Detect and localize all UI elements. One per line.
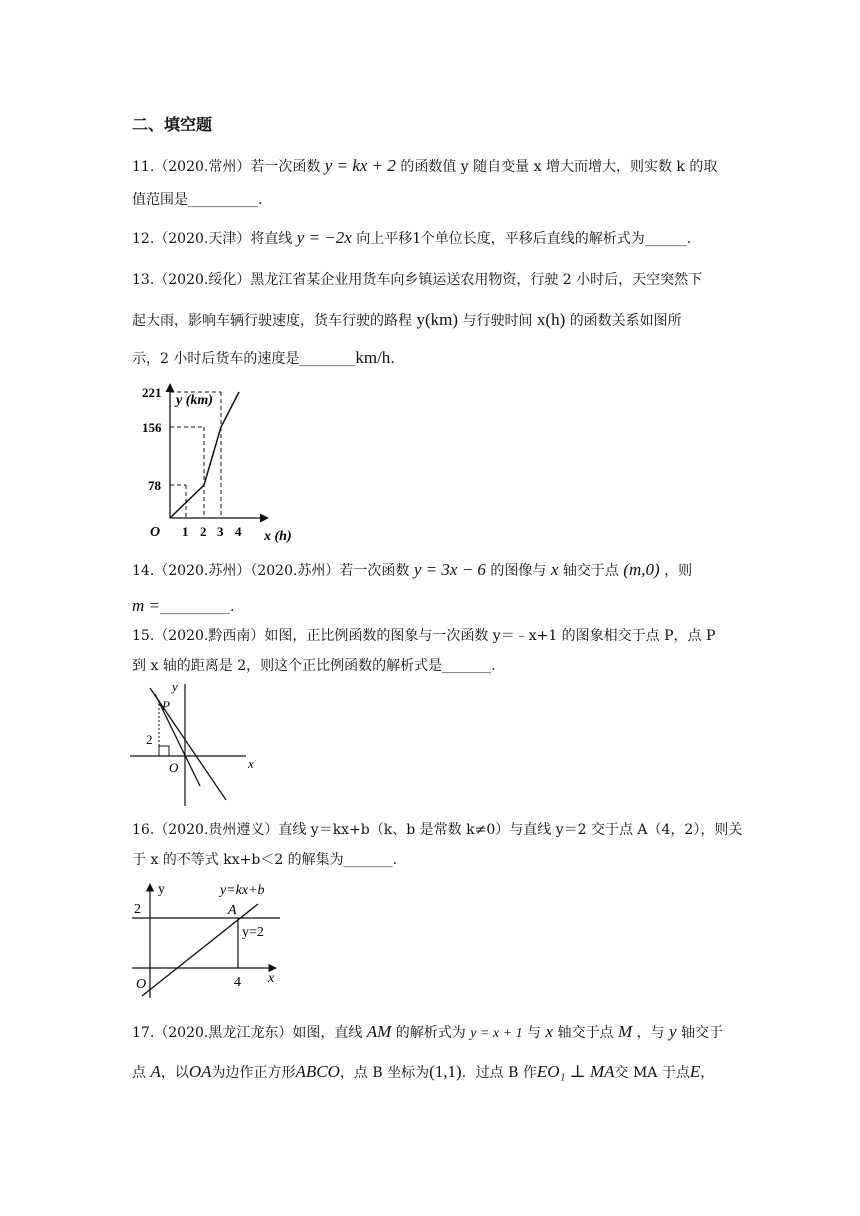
q17-y: y (669, 1022, 677, 1041)
q11-line-2: 值范围是__________. (132, 192, 263, 208)
q16-y-tick-2: 2 (134, 902, 141, 917)
q14-text-b: 的图像与 (490, 563, 547, 579)
q17-text-b: 的解析式为 (395, 1025, 466, 1041)
q16-line-label: y=kx+b (220, 883, 265, 898)
q16-line-2: 于 x 的不等式 kx+b＜2 的解集为_______. (132, 852, 398, 868)
q16-point-a: A (228, 903, 237, 918)
q17-text-h: ，以 (160, 1065, 189, 1081)
q13-origin: O (150, 525, 161, 540)
q14-x: x (550, 560, 559, 579)
q13-line-1: 13.（2020.绥化）黑龙江省某企业用货车向乡镇运送农用物资，行驶 2 小时后，天空突然下 (132, 272, 703, 288)
q15-y-label: y (172, 679, 178, 694)
q15-x-label: x (248, 756, 254, 771)
q17-am: AM (366, 1022, 392, 1041)
q17-text-d: 轴交于点 (557, 1025, 614, 1041)
q17-text-i: 为边作正方形 (211, 1065, 296, 1081)
q17-b-coord: (1,1) (429, 1062, 462, 1081)
q16-line-1: 16.（2020.贵州遵义）直线 y＝kx+b（k、b 是常数 k≠0）与直线 y＝2 交于点 A（4，2），则关 (132, 822, 743, 838)
q13-x-tick-3: 3 (217, 524, 224, 539)
q14-m: m = (132, 596, 160, 615)
q13-text-a: 起大雨，影响车辆行驶速度，货车行驶的路程 (132, 313, 412, 329)
q14-text-d: ，则 (664, 563, 693, 579)
q16-x-label: x (268, 971, 275, 986)
q16-y2-label: y=2 (242, 925, 264, 940)
section-heading: 二、填空题 (132, 115, 213, 134)
q13-x-tick-1: 1 (182, 524, 189, 539)
q17-m: M (617, 1022, 633, 1041)
q17-formula: y = x + 1 (470, 1026, 523, 1041)
q11-text-a: 11.（2020.常州）若一次函数 (132, 159, 321, 175)
q15-graph (128, 676, 268, 811)
q17-text-f: 轴交于 (681, 1025, 724, 1041)
q12-formula: y = −2x (296, 228, 352, 247)
q16-graph (128, 874, 288, 1004)
q12-text-a: 12.（2020.天津）将直线 (132, 231, 293, 247)
q13-line-3 (132, 348, 395, 369)
q16-x-tick-4: 4 (234, 975, 241, 990)
q13-text-d: 示，2 小时后货车的速度是________ (132, 351, 356, 367)
q13-x-tick-2: 2 (200, 524, 207, 539)
q13-formula-x: x(h) (536, 310, 566, 329)
q11-text-b: 的函数值 y 随自变量 x 增大而增大，则实数 k 的取 (400, 159, 718, 175)
q17-e: E (689, 1062, 701, 1081)
q16-origin: O (136, 977, 147, 992)
q17-text-l: 交 MA 于点 (614, 1065, 690, 1081)
q12-text-c: 个单位长度，平移后直线的解析式为______. (420, 231, 692, 247)
q17-line-2 (132, 1062, 714, 1083)
q17-text-j: ，点 B 坐标为 (339, 1065, 430, 1081)
q13-y-tick-221: 221 (142, 385, 162, 400)
q13-text-e: . (390, 351, 395, 367)
q15-line-2: 到 x 轴的距离是 2，则这个正比例函数的解析式是_______. (132, 658, 496, 674)
q12-line (132, 228, 691, 249)
q15-distance-label: 2 (146, 732, 153, 747)
q17-abco: ABCO (295, 1062, 340, 1081)
q17-text-m: ， (700, 1065, 715, 1081)
q16-y-label: y (158, 882, 165, 897)
q17-text-k: ．过点 B 作 (461, 1065, 537, 1081)
q13-formula-y: y(km) (416, 310, 458, 329)
q17-text-e: ，与 (636, 1025, 665, 1041)
right-angle-mark (159, 746, 169, 756)
q17-line-1 (132, 1022, 723, 1044)
q11-formula: y = kx + 2 (324, 156, 396, 175)
q17-text-g: 点 (132, 1065, 146, 1081)
q14-text-a: 14.（2020.苏州）（2020.苏州）若一次函数 (132, 563, 410, 579)
q14-formula: y = 3x − 6 (413, 560, 486, 579)
q13-y-label: y (km) (176, 393, 213, 408)
q14-text-c: 轴交于点 (562, 563, 619, 579)
q15-point-p: P (162, 698, 170, 713)
q14-line-2 (132, 596, 234, 617)
q12-number: 1 (412, 228, 421, 247)
q13-line-2 (132, 310, 682, 331)
q17-a: A (150, 1062, 161, 1081)
q17-perp: EO₁ ⊥ MA (536, 1062, 615, 1081)
q13-y-tick-78: 78 (148, 478, 161, 493)
q15-line-1: 15.（2020.黔西南）如图，正比例函数的图象与一次函数 y＝﹣x+1 的图象相交于点 P，点 P (132, 628, 716, 644)
q17-x: x (545, 1022, 554, 1041)
q13-text-b: 与行驶时间 (462, 313, 533, 329)
q17-oa: OA (188, 1062, 212, 1081)
q13-graph (140, 378, 300, 548)
q14-line-1 (132, 560, 692, 581)
q17-text-a: 17.（2020.黑龙江龙东）如图，直线 (132, 1025, 363, 1041)
q12-text-b: 向上平移 (356, 231, 413, 247)
q17-text-c: 与 (527, 1025, 542, 1041)
q13-x-tick-4: 4 (235, 524, 242, 539)
q13-text-c: 的函数关系如图所 (569, 313, 682, 329)
q15-origin: O (169, 760, 179, 775)
q13-unit: km/h (355, 348, 391, 367)
q13-x-label: x (h) (264, 529, 292, 544)
q13-y-tick-156: 156 (142, 420, 162, 435)
q14-point: (m,0) (623, 560, 660, 579)
q14-blank: __________. (160, 599, 235, 615)
q11-line-1 (132, 156, 717, 177)
